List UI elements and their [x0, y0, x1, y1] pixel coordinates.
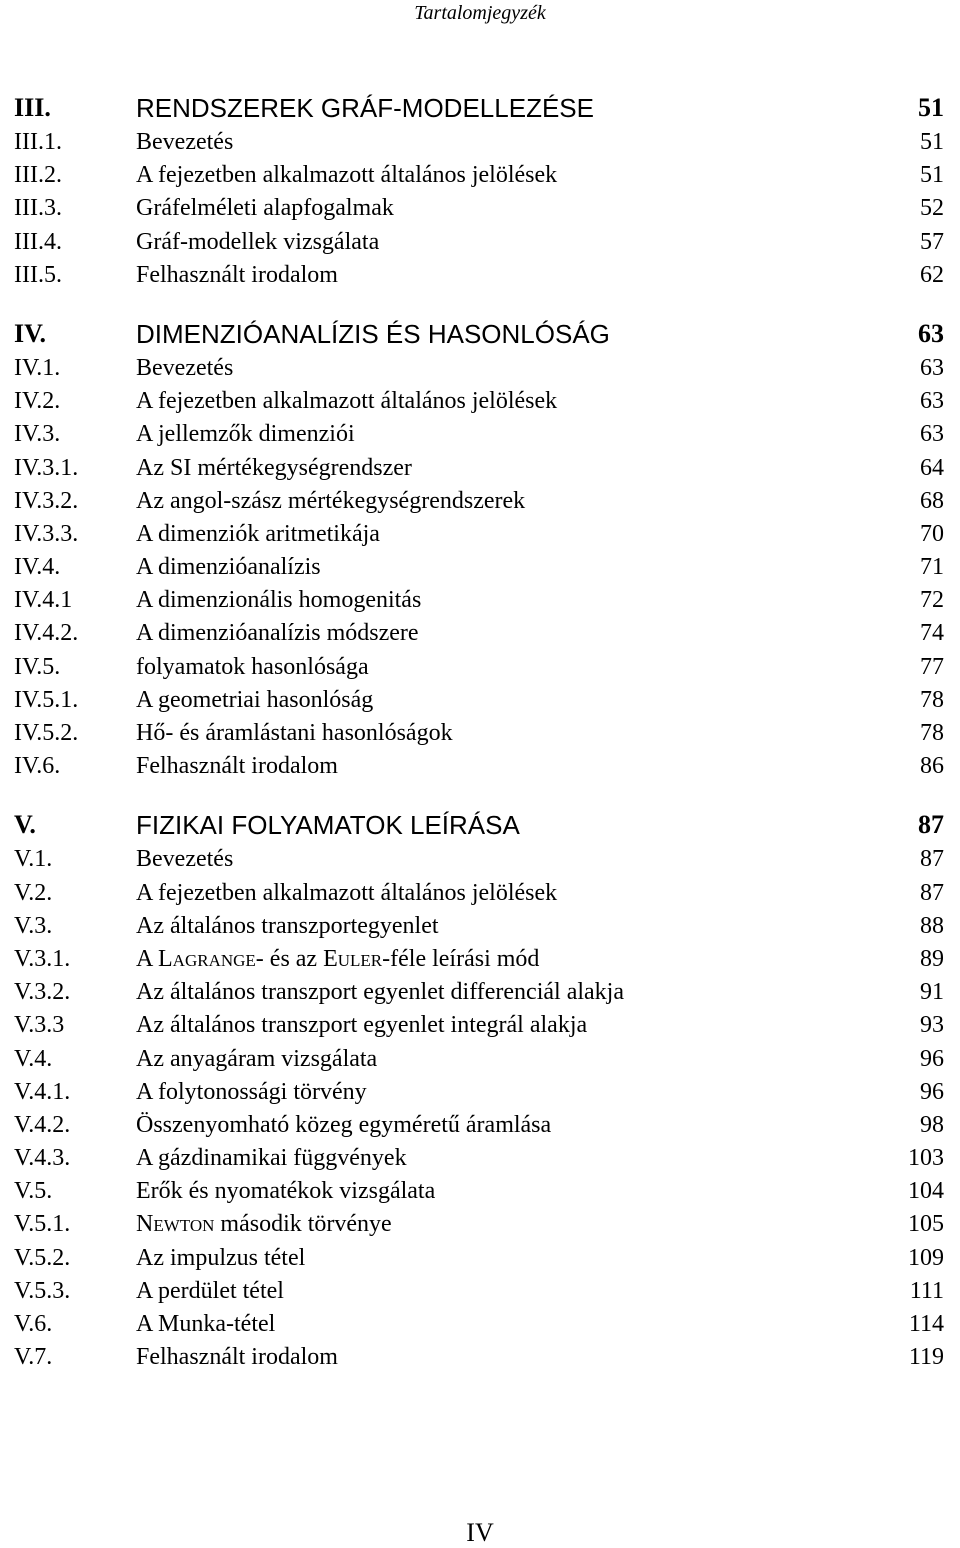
entry-page: 91 — [920, 979, 944, 1006]
entry-title: Bevezetés — [136, 846, 234, 873]
entry-title — [136, 943, 539, 976]
entry-title: A gázdinamikai függvények — [136, 1145, 407, 1172]
entry-number: IV.5.1. — [14, 686, 79, 713]
toc-entry[interactable] — [0, 192, 960, 225]
entry-number: IV.3.1. — [14, 454, 79, 481]
toc-entry[interactable] — [0, 1242, 960, 1275]
toc-entry[interactable] — [0, 877, 960, 910]
toc-entry[interactable] — [0, 259, 960, 292]
entry-title: Az általános transzport egyenlet differenciál alakja — [136, 979, 624, 1006]
toc-entry[interactable] — [0, 1009, 960, 1042]
entry-title: Gráfelméleti alapfogalmak — [136, 195, 394, 222]
entry-number: V.4.2. — [14, 1111, 71, 1138]
entry-title: Bevezetés — [136, 354, 234, 381]
entry-number: IV.3.2. — [14, 487, 79, 514]
toc-chapter-heading[interactable] — [0, 90, 960, 126]
entry-number: V.7. — [14, 1344, 53, 1371]
entry-number: III.5. — [14, 261, 62, 288]
entry-title: Az anyagáram vizsgálata — [136, 1045, 378, 1072]
entry-number: IV.3. — [14, 421, 61, 448]
toc-entry[interactable] — [0, 126, 960, 159]
entry-title: Az általános transzport egyenlet integrál alakja — [136, 1012, 588, 1039]
entry-title: Az SI mértékegységrendszer — [136, 454, 412, 481]
title-part: A — [136, 945, 159, 972]
entry-number: V.3.1. — [14, 945, 71, 972]
entry-page: 62 — [920, 261, 944, 288]
toc-entry[interactable] — [0, 1109, 960, 1142]
toc-entry[interactable] — [0, 943, 960, 976]
entry-number: V.5.3. — [14, 1277, 71, 1304]
toc-chapter-heading[interactable] — [0, 316, 960, 352]
entry-page: 98 — [920, 1111, 944, 1138]
entry-number: V.5. — [14, 1178, 53, 1205]
chapter-page: 51 — [918, 93, 944, 122]
toc-entry[interactable] — [0, 976, 960, 1009]
toc-entry[interactable] — [0, 1275, 960, 1308]
entry-title: A folytonossági törvény — [136, 1078, 367, 1105]
entry-page: 64 — [920, 454, 944, 481]
entry-number: IV.5. — [14, 653, 61, 680]
entry-number: V.5.2. — [14, 1244, 71, 1271]
entry-title: A fejezetben alkalmazott általános jelölések — [136, 879, 558, 906]
chapter-number: IV. — [14, 318, 47, 348]
entry-title: A Munka-tétel — [136, 1311, 276, 1337]
entry-page: 114 — [908, 1311, 944, 1337]
toc-entry[interactable] — [0, 843, 960, 876]
toc-entry[interactable] — [0, 717, 960, 750]
chapter-page: 87 — [918, 810, 944, 840]
toc-entry[interactable] — [0, 584, 960, 617]
toc-entry[interactable] — [0, 910, 960, 943]
chapter-title: DIMENZIÓANALÍZIS ÉS HASONLÓSÁG — [136, 318, 610, 349]
entry-title: A dimenzióanalízis módszere — [136, 620, 419, 647]
entry-title: Felhasznált irodalom — [136, 261, 338, 288]
entry-page: 111 — [909, 1277, 944, 1304]
entry-number: V.3. — [14, 912, 53, 939]
entry-page: 70 — [920, 520, 944, 547]
entry-page: 74 — [920, 620, 944, 647]
entry-page: 52 — [920, 195, 944, 222]
entry-page: 96 — [920, 1078, 944, 1105]
entry-page: 72 — [920, 587, 944, 614]
entry-page: 51 — [920, 162, 944, 189]
toc-chapter-heading[interactable] — [0, 807, 960, 843]
entry-page: 68 — [920, 487, 944, 514]
entry-title: A fejezetben alkalmazott általános jelölések — [136, 162, 558, 189]
entry-title — [136, 1208, 392, 1241]
entry-number: IV.2. — [14, 388, 61, 415]
entry-title: A dimenziók aritmetikája — [136, 520, 380, 547]
table-of-contents — [0, 90, 960, 1398]
toc-entry[interactable] — [0, 518, 960, 551]
entry-number: V.4. — [14, 1045, 53, 1072]
entry-page: 103 — [908, 1145, 944, 1172]
toc-entry[interactable] — [0, 352, 960, 385]
entry-page: 77 — [920, 653, 944, 680]
entry-number: IV.1. — [14, 354, 61, 381]
entry-number: IV.6. — [14, 753, 61, 780]
entry-page: 93 — [920, 1012, 944, 1039]
entry-title: Erők és nyomatékok vizsgálata — [136, 1178, 436, 1205]
entry-page: 87 — [920, 846, 944, 873]
entry-page: 105 — [908, 1211, 944, 1238]
toc-entry[interactable] — [0, 617, 960, 650]
toc-entry[interactable] — [0, 226, 960, 259]
entry-title: A geometriai hasonlóság — [136, 686, 374, 713]
entry-number: IV.5.2. — [14, 720, 79, 746]
entry-number: III.4. — [14, 228, 62, 255]
toc-entry[interactable] — [0, 159, 960, 192]
entry-number: III.3. — [14, 195, 62, 222]
toc-entry[interactable] — [0, 1341, 960, 1374]
entry-title: A dimenzionális homogenitás — [136, 587, 422, 614]
toc-entry[interactable] — [0, 1175, 960, 1208]
entry-title: Az általános transzportegyenlet — [136, 912, 439, 939]
entry-page: 71 — [920, 554, 944, 581]
toc-entry[interactable] — [0, 1043, 960, 1076]
toc-entry[interactable] — [0, 1308, 960, 1341]
title-part: - és az — [255, 945, 324, 972]
entry-number: V.4.3. — [14, 1145, 71, 1172]
toc-section-iv — [0, 316, 960, 783]
lagrange-name: Lagrange — [158, 945, 256, 972]
entry-title: A fejezetben alkalmazott általános jelölések — [136, 388, 558, 415]
toc-entry[interactable] — [0, 418, 960, 451]
entry-number: V.5.1. — [14, 1211, 71, 1238]
entry-page: 86 — [920, 753, 944, 780]
entry-number: III.2. — [14, 162, 62, 189]
entry-page: 104 — [908, 1178, 944, 1205]
toc-entry[interactable] — [0, 651, 960, 684]
entry-title: Összenyomható közeg egyméretű áramlása — [136, 1111, 552, 1138]
entry-page: 87 — [920, 879, 944, 906]
entry-number: V.3.2. — [14, 979, 71, 1006]
entry-number: IV.4.1 — [14, 587, 73, 614]
entry-number: III.1. — [14, 129, 62, 155]
page-number: IV — [466, 1518, 494, 1547]
entry-title: A perdület tétel — [136, 1277, 284, 1304]
entry-title: Felhasznált irodalom — [136, 753, 338, 780]
toc-entry[interactable] — [0, 1076, 960, 1109]
entry-number: IV.4. — [14, 554, 61, 581]
euler-name: Euler — [323, 945, 383, 972]
toc-entry[interactable] — [0, 750, 960, 783]
toc-entry[interactable] — [0, 385, 960, 418]
entry-number: IV.4.2. — [14, 620, 79, 647]
entry-page: 63 — [920, 388, 944, 415]
entry-page: 89 — [920, 945, 944, 972]
entry-page: 88 — [920, 912, 944, 939]
entry-title: Az impulzus tétel — [136, 1244, 306, 1271]
entry-number: V.1. — [14, 846, 53, 873]
title-part: -féle leírási mód — [382, 945, 540, 972]
toc-entry[interactable] — [0, 452, 960, 485]
entry-title: A dimenzióanalízis — [136, 554, 321, 581]
newton-name: Newton — [136, 1211, 215, 1238]
toc-entry[interactable] — [0, 551, 960, 584]
entry-page: 63 — [920, 421, 944, 448]
entry-title: Felhasznált irodalom — [136, 1344, 338, 1371]
toc-section-iii — [0, 90, 960, 292]
running-header: Tartalomjegyzék — [414, 2, 546, 24]
entry-title: Hő- és áramlástani hasonlóságok — [136, 720, 453, 746]
entry-title: A jellemzők dimenziói — [136, 421, 355, 448]
entry-number: IV.3.3. — [14, 520, 79, 547]
entry-page: 51 — [920, 129, 944, 155]
entry-number: V.2. — [14, 879, 53, 906]
toc-entry[interactable] — [0, 684, 960, 717]
entry-page: 119 — [908, 1344, 944, 1371]
entry-number: V.6. — [14, 1311, 53, 1337]
entry-page: 78 — [920, 686, 944, 713]
entry-number: V.4.1. — [14, 1078, 71, 1105]
entry-page: 63 — [920, 354, 944, 381]
toc-entry[interactable] — [0, 1142, 960, 1175]
entry-title: Az angol-szász mértékegységrendszerek — [136, 487, 526, 514]
chapter-number: III. — [14, 93, 51, 122]
toc-entry[interactable] — [0, 1208, 960, 1241]
toc-section-v — [0, 807, 960, 1374]
chapter-number: V. — [14, 810, 36, 840]
entry-title: Gráf-modellek vizsgálata — [136, 228, 380, 255]
entry-title: folyamatok hasonlósága — [136, 653, 369, 680]
entry-page: 57 — [920, 228, 944, 255]
entry-title: Bevezetés — [136, 129, 234, 155]
entry-number: V.3.3 — [14, 1012, 65, 1039]
title-part: második törvénye — [214, 1211, 392, 1238]
chapter-page: 63 — [918, 318, 944, 348]
entry-page: 96 — [920, 1045, 944, 1072]
chapter-title: FIZIKAI FOLYAMATOK LEÍRÁSA — [136, 810, 520, 841]
entry-page: 109 — [908, 1244, 944, 1271]
entry-page: 78 — [920, 720, 944, 746]
chapter-title: RENDSZEREK GRÁF-MODELLEZÉSE — [136, 93, 594, 123]
toc-entry[interactable] — [0, 485, 960, 518]
